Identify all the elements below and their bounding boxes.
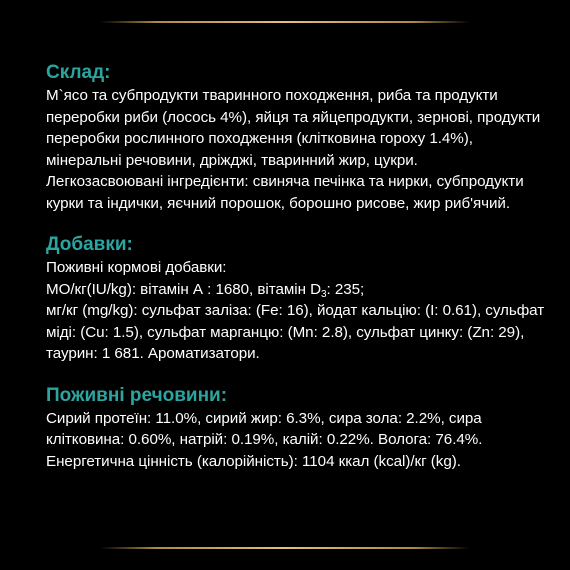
additives-section xyxy=(46,234,546,365)
vitamin-d-subscript: 3 xyxy=(321,288,327,300)
vitamins-prefix: МО/кг(IU/kg): вітамін А : 1680, вітамін D xyxy=(46,280,321,298)
energy-value: Енергетична цінність (калорійність): 1104 ккал (kcal)/кг (kg). xyxy=(46,452,461,470)
nutrients-heading: Поживні речовини: xyxy=(46,384,228,406)
vitamins-suffix: : 235; xyxy=(326,280,365,298)
analytical-constituents: Сирий протеїн: 11.0%, сирий жир: 6.3%, сира зола: 2.2%, сира клітковина: 0.60%, натрій: 0.19%, калій: 0.22%. Волога: 76.4%. xyxy=(46,409,483,448)
composition-heading: Склад: xyxy=(46,62,111,83)
minerals-line: мг/кг (mg/kg): сульфат заліза: (Fe: 16), йодат кальцію: (I: 0.61), сульфат міді: (Cu: 1.5), сульфат марганцю: (Mn: 2.8), сульфат цинку: (Zn: 29), таурин: 1 681. Ароматизатори. xyxy=(46,302,545,362)
easily-digestible-ingredients: Легкозасвоювані інгредієнти: свиняча печінка та нирки, субпродукти курки та індички, яєчний порошок, борошно рисове, жир риб'ячий. xyxy=(46,173,524,212)
vitamins-line xyxy=(46,281,364,298)
bottom-decorative-rule xyxy=(100,547,470,549)
composition-section xyxy=(46,62,546,214)
additives-text xyxy=(46,257,546,365)
composition-text xyxy=(46,85,546,214)
additives-heading: Добавки: xyxy=(46,234,133,255)
additives-intro: Поживні кормові добавки: xyxy=(46,259,227,276)
top-decorative-rule xyxy=(100,21,470,23)
nutrients-section xyxy=(46,385,546,473)
label-text-block xyxy=(46,62,546,472)
composition-ingredients: М`ясо та субпродукти тваринного походження, риба та продукти переробки риби (лосось 4%), яйця та яйцепродукти, зернові, продукти переробки рослинного походження (клітковина гороху 1.4%), мінеральні речовини, дріжджі, тваринний жир, цукри. xyxy=(46,87,541,169)
nutrients-text xyxy=(46,408,546,473)
